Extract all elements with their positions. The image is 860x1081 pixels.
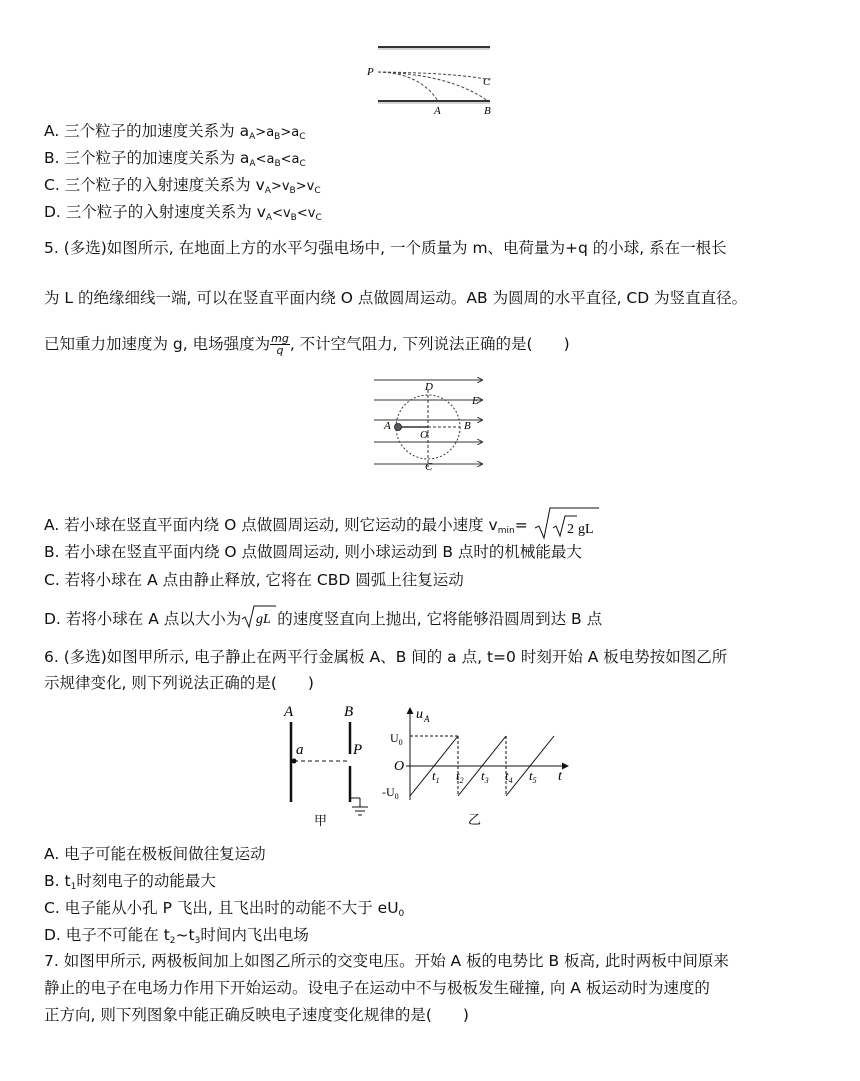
q5-stem-line1: 5. (多选)如图所示, 在地面上方的水平匀强电场中, 一个质量为 m、电荷量为+q 的小球, 系在一根长 xyxy=(44,239,727,257)
fig-label-B: B xyxy=(464,420,471,432)
svg-text:甲: 甲 xyxy=(314,813,328,828)
svg-text:t3: $t_3$ xyxy=(481,768,489,785)
svg-text:t: t xyxy=(558,769,562,784)
svg-text:t2: $t_2$ xyxy=(456,768,464,785)
q6-option-b: B. $t_1$时刻电子的动能最大 xyxy=(44,872,216,892)
q4-option-a: A. 三个粒子的加速度关系为 $a_A>a_B>a_C$ xyxy=(44,122,306,142)
label-B: B xyxy=(484,105,491,117)
fig-label-D: D xyxy=(425,381,433,393)
q4-option-c: C. 三个粒子的入射速度关系为 $v_A>v_B>v_C$ xyxy=(44,176,321,196)
svg-text:A: A xyxy=(424,714,430,724)
fig-label-C: C xyxy=(425,461,433,473)
svg-text:t5: $t_5$ xyxy=(529,768,537,785)
svg-text:gL: gL xyxy=(256,612,272,627)
svg-text:O: O xyxy=(394,759,405,774)
svg-text:U0: $U_0$ xyxy=(390,731,403,747)
q6-option-a: A. 电子可能在极板间做往复运动 xyxy=(44,845,266,863)
deflection-figure xyxy=(360,40,500,118)
label-C: C xyxy=(483,76,491,88)
svg-text:a: a xyxy=(296,742,304,758)
field-fraction: $\frac{mg}{q}$ xyxy=(271,332,289,357)
svg-text:t1: $t_1$ xyxy=(432,768,440,785)
svg-text:u: u xyxy=(416,707,423,722)
figure-yi xyxy=(378,700,578,830)
fig-label-E: E xyxy=(472,395,479,407)
q7-stem-line1: 7. 如图甲所示, 两极板间加上如图乙所示的交变电压。开始 A 板的电势比 B 板高, 此时两板中间原来 xyxy=(44,952,729,970)
circle-field-figure xyxy=(370,372,490,476)
svg-text:t4: $t_4$ xyxy=(505,768,513,785)
fig-label-A: A xyxy=(384,420,391,432)
q6-option-d: D. 电子不可能在 $t_2\sim t_3$时间内飞出电场 xyxy=(44,926,309,946)
q6-option-c: C. 电子能从小孔 P 飞出, 且飞出时的动能不大于 $eU_0$ xyxy=(44,899,405,919)
q4-option-b: B. 三个粒子的加速度关系为 $a_A<a_B<a_C$ xyxy=(44,149,306,169)
figure-jia xyxy=(280,700,380,830)
q5-stem-line2: 为 L 的绝缘细线一端, 可以在竖直平面内绕 O 点做圆周运动。AB 为圆周的水平直径, CD 为竖直直径。 xyxy=(44,289,748,307)
svg-text:2: 2 xyxy=(566,522,574,537)
sqrt-symbol xyxy=(533,506,601,540)
svg-text:P: P xyxy=(353,742,363,758)
sqrt-gl-symbol xyxy=(241,604,277,630)
fig-label-O: O xyxy=(420,429,428,441)
label-A: A xyxy=(434,105,441,117)
q6-stem-line1: 6. (多选)如图甲所示, 电子静止在两平行金属板 A、B 间的 a 点, t=0 时刻开始 A 板电势按如图乙所 xyxy=(44,648,728,666)
q7-stem-line2: 静止的电子在电场力作用下开始运动。设电子在运动中不与极板发生碰撞, 向 A 板运动时为速度的 xyxy=(44,979,710,997)
label-P: P xyxy=(367,66,374,78)
svg-text:-U0: $-U_0$ xyxy=(382,785,399,801)
svg-text:B: B xyxy=(344,704,354,720)
q5-stem-line3: 已知重力加速度为 g, 电场强度为 $\frac{mg}{q}$ , 不计空气阻力, 下列说法正确的是( ) xyxy=(44,332,570,357)
q5-option-c: C. 若将小球在 A 点由静止释放, 它将在 CBD 圆弧上往复运动 xyxy=(44,571,464,589)
q7-stem-line3: 正方向, 则下列图象中能正确反映电子速度变化规律的是( ) xyxy=(44,1006,469,1024)
q4-option-d: D. 三个粒子的入射速度关系为 $v_A<v_B<v_C$ xyxy=(44,203,322,223)
svg-text:乙: 乙 xyxy=(468,812,482,827)
q5-option-a: A. 若小球在竖直平面内绕 O 点做圆周运动, 则它运动的最小速度 $v_{min}=$ 2 gL xyxy=(44,506,601,543)
q5-option-b: B. 若小球在竖直平面内绕 O 点做圆周运动, 则小球运动到 B 点时的机械能最大 xyxy=(44,543,582,561)
svg-text:A: A xyxy=(284,704,294,720)
q5-option-d: D. 若将小球在 A 点以大小为 gL 的速度竖直向上抛出, 它将能够沿圆周到达 B 点 xyxy=(44,604,602,631)
q6-stem-line2: 示规律变化, 则下列说法正确的是( ) xyxy=(44,674,314,692)
svg-text:gL: gL xyxy=(577,522,594,537)
